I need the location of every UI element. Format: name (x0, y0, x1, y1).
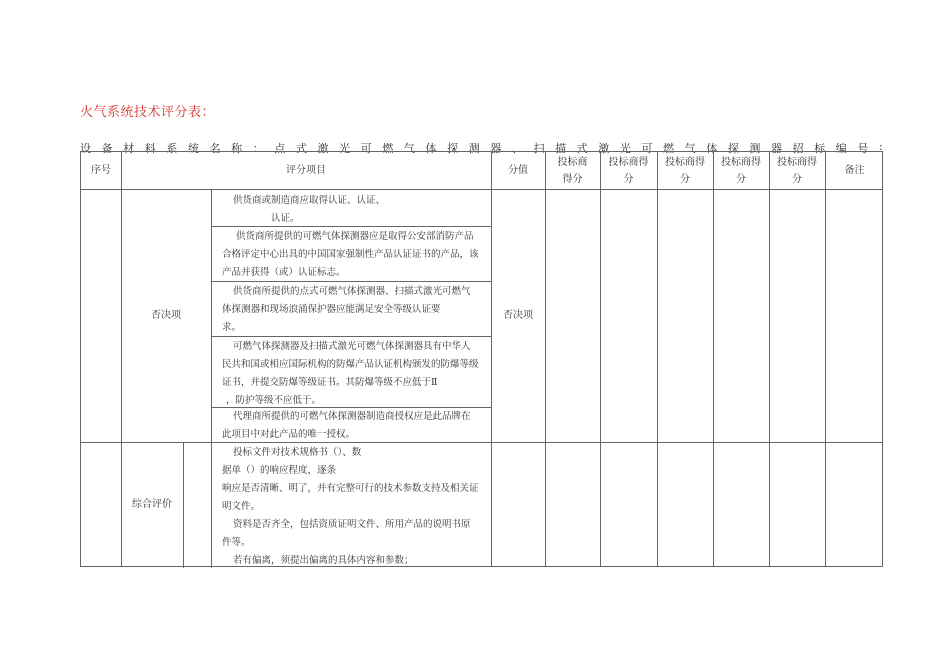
overall-line-4: 明文件。 (222, 501, 261, 512)
subline-char: 统 (187, 142, 199, 155)
subline-char: 描 (555, 142, 567, 155)
reject-item-2-line-2: 合格评定中心出具的中国国家强制性产品认证证书的产品，该 (222, 249, 479, 260)
subline-char: 系 (166, 142, 178, 155)
reject-item-5-line-2: 此项目中对此产品的唯一授权。 (222, 429, 356, 440)
subline-char: 探 (727, 142, 739, 155)
scoring-table (80, 151, 883, 567)
subline-char: 名 (209, 142, 221, 155)
reject-item-4-line-4: ，防护等级不应低于。 (226, 395, 322, 406)
subline-char: 、 (511, 142, 523, 155)
reject-item-1-line-1: 供货商或制造商应取得认证、认证、 (233, 195, 386, 206)
subline-char: 式 (576, 142, 588, 155)
subline-char: 备 (101, 142, 113, 155)
header-bidder-score-2: 投标商得分 (608, 156, 649, 185)
overall-line-6: 件等。 (222, 537, 251, 548)
subline-char: : (878, 140, 883, 153)
subline-char: 测 (468, 142, 480, 155)
overall-line-3: 响应是否清晰、明了，并有完整可行的技术参数支持及相关证 (222, 483, 479, 494)
subline-char: 设 (80, 142, 91, 155)
subline-char: 号 (857, 142, 869, 155)
reject-item-3-line-3: 求。 (222, 322, 242, 333)
subline-char: 可 (360, 142, 372, 155)
subline-char: 编 (835, 142, 847, 155)
subline-char: 激 (317, 142, 329, 155)
reject-item-2-line-3: 产品并获得（或）认证标志。 (222, 267, 346, 278)
subline-char: 点 (274, 142, 286, 155)
header-bidder-score-3: 投标商得分 (665, 156, 705, 185)
subline-char: 招 (792, 142, 804, 155)
header-scoring-item: 评分项目 (286, 164, 326, 176)
subline-char: 光 (339, 142, 351, 155)
subline-char: 器 (771, 142, 782, 155)
subline-char: 体 (706, 142, 718, 155)
reject-section-score: 否决项 (503, 309, 533, 321)
header-seq: 序号 (91, 164, 111, 176)
reject-item-1-line-2: 认证。 (271, 213, 300, 224)
header-remark: 备注 (844, 164, 865, 176)
subline-char: 激 (598, 142, 610, 155)
subline-char: 材 (123, 142, 135, 155)
reject-item-4-line-3: 证书，并提交防爆等级证书。其防爆等级不应低于Ⅱ (222, 377, 438, 388)
reject-section-label: 否决项 (151, 309, 181, 321)
overall-section-label: 综合评价 (132, 499, 172, 510)
subline-char: 燃 (382, 142, 394, 155)
reject-item-3-line-1: 供货商所提供的点式可燃气体探测器、扫描式激光可燃气 (233, 286, 471, 297)
header-bidder-score-5: 投标商得分 (777, 156, 817, 185)
reject-item-2-line-1: 供货商所提供的可燃气体探测器应是取得公安部消防产品 (236, 231, 474, 242)
overall-line-1: 投标文件对技术规格书（）、数 (233, 447, 362, 458)
subline-char: 体 (425, 142, 437, 155)
subline-char: 测 (749, 142, 761, 155)
subline-char: 标 (814, 142, 826, 155)
subline-char: 燃 (663, 142, 675, 155)
subline-char: 式 (295, 142, 307, 155)
header-score: 分值 (508, 164, 528, 176)
overall-line-5: 资料是否齐全，包括资质证明文件、所用产品的说明书原 (233, 519, 471, 530)
header-bidder-score-1: 投标商得分 (557, 156, 588, 185)
reject-item-3-line-2: 体探测器和现场浪涌保护器应能满足安全等级认证要 (222, 304, 441, 315)
subline-char: 探 (447, 142, 459, 155)
subline-char: 器 (490, 142, 502, 155)
subline-char: ： (252, 142, 264, 155)
subline-char: 气 (403, 142, 415, 155)
reject-item-4-line-1: 可燃气体探测器及扫描式激光可燃气体探测器具有中华人 (233, 341, 471, 352)
overall-line-2: 据单（）的响应程度，逐条 (222, 465, 337, 476)
subline-char: 气 (684, 142, 696, 155)
subline-char: 料 (144, 142, 156, 155)
page-title: 火气系统技术评分表： (80, 105, 216, 120)
subline-char: 可 (641, 142, 653, 155)
reject-item-5-line-1: 代理商所提供的可燃气体探测器制造商授权应是此品牌在 (233, 411, 471, 422)
overall-line-7: 若有偏离，须提出偏离的具体内容和参数； (233, 555, 414, 566)
header-bidder-score-4: 投标商得分 (721, 156, 761, 185)
subline-char: 扫 (533, 142, 545, 155)
reject-item-4-line-2: 民共和国或相应国际机构的防爆产品认证机构颁发的防爆等级 (222, 359, 479, 370)
subline-char: 称 (231, 142, 243, 155)
subline-char: 光 (619, 142, 631, 155)
